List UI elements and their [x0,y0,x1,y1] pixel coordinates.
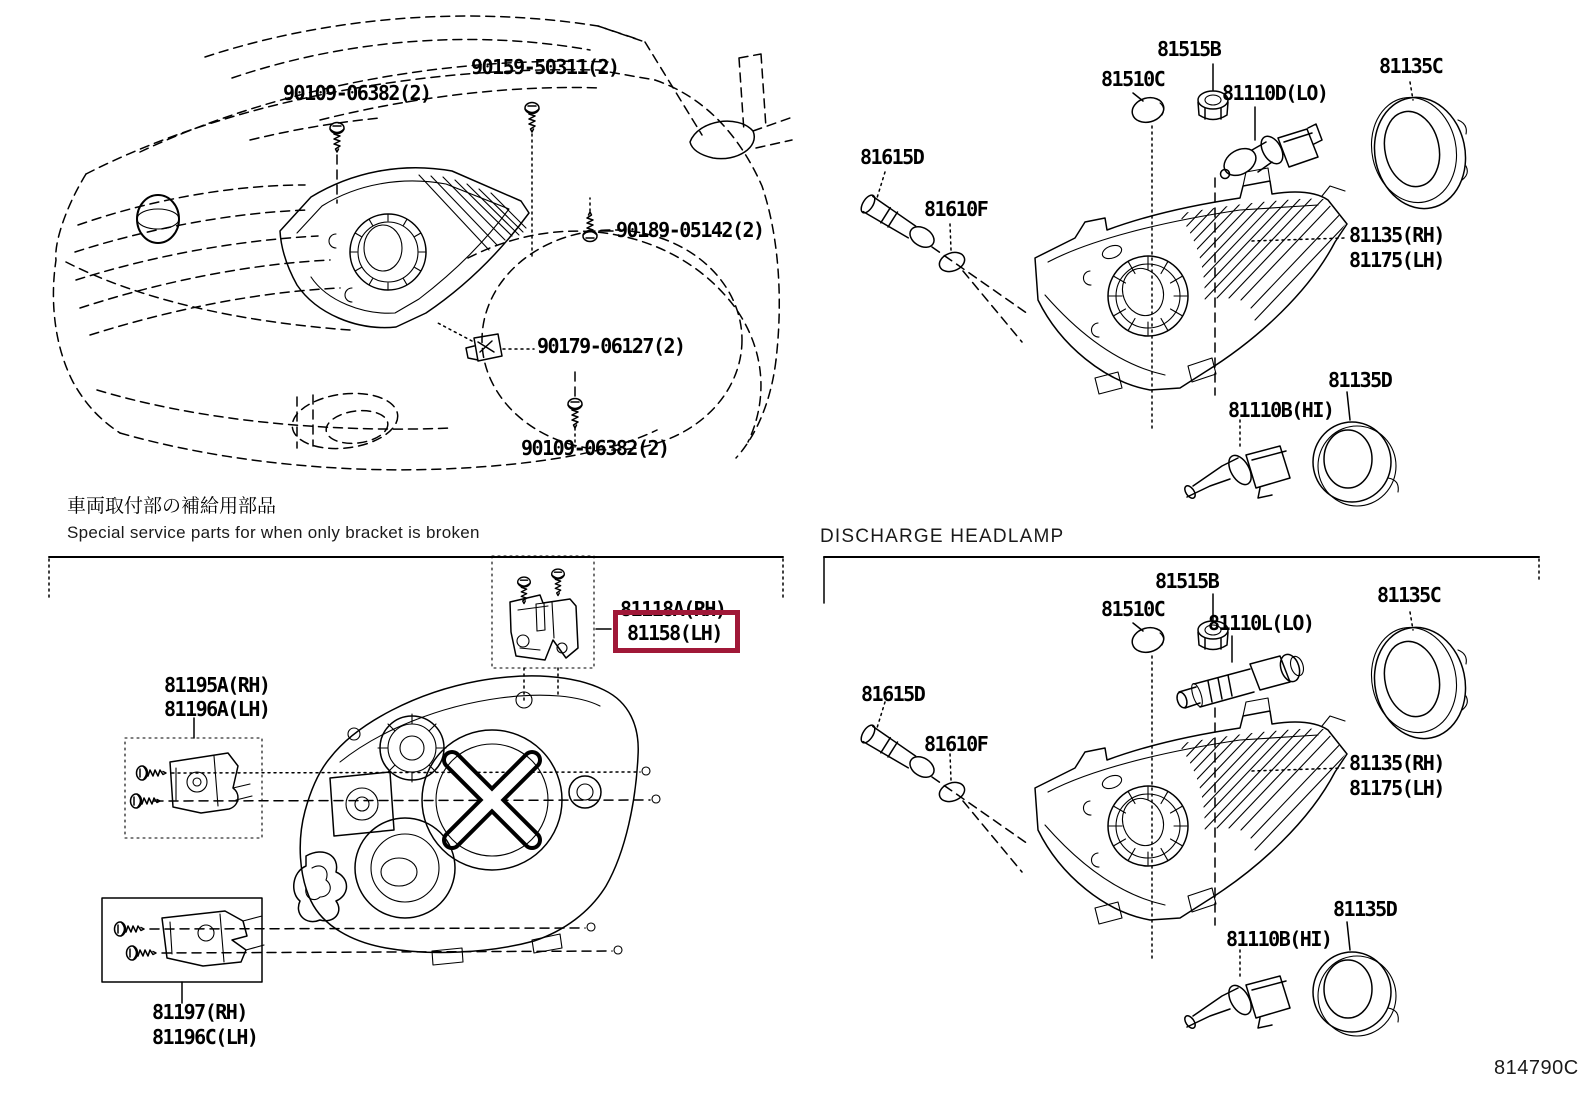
headlamp-housing-rear-view [294,676,638,965]
discharge-headlamp-assembly [858,594,1475,1036]
part-label-81135c-halogen[interactable]: 81135C [1379,54,1443,78]
service-parts-frame [49,557,783,599]
screw-90109-bumper-icon [568,399,582,429]
part-label-81175-lh-halogen[interactable]: 81175(LH) [1349,248,1444,272]
part-label-81110b-hi-halogen[interactable]: 81110B(HI) [1228,398,1334,422]
part-label-81196a-lh[interactable]: 81196A(LH) [164,697,270,721]
part-label-90109-06382-bumper[interactable]: 90109-06382(2) [521,436,669,460]
part-label-81615d-discharge[interactable]: 81615D [861,682,925,706]
part-label-81515b-discharge[interactable]: 81515B [1155,569,1219,593]
halogen-headlamp-assembly [858,64,1475,506]
part-label-81135-rh-halogen[interactable]: 81135(RH) [1349,223,1444,247]
part-label-81196c-lh[interactable]: 81196C(LH) [152,1025,258,1049]
part-label-81158-lh-selected[interactable]: 81158(LH) [627,621,722,645]
part-label-81135d-halogen[interactable]: 81135D [1328,368,1392,392]
part-label-81110d-lo[interactable]: 81110D(LO) [1222,81,1328,105]
part-label-81610f-discharge[interactable]: 81610F [924,732,988,756]
part-label-90179-06127[interactable]: 90179-06127(2) [537,334,685,358]
part-label-81197-rh[interactable]: 81197(RH) [152,1000,247,1024]
part-label-81615d-halogen[interactable]: 81615D [860,145,924,169]
service-note-japanese: 車両取付部の補給用部品 [67,495,277,517]
screw-90189-fender-icon [583,212,597,242]
part-label-81110b-hi-discharge[interactable]: 81110B(HI) [1226,927,1332,951]
screw-90159-cowl-icon [525,103,539,133]
part-label-81118a-rh[interactable]: 81118A(RH) [620,597,726,621]
part-label-81610f-halogen[interactable]: 81610F [924,197,988,221]
part-label-81515b-halogen[interactable]: 81515B [1157,37,1221,61]
diagram-code: 814790C [1494,1057,1579,1079]
part-label-90189-05142[interactable]: 90189-05142(2) [616,218,764,242]
part-label-81195a-rh[interactable]: 81195A(RH) [164,673,270,697]
discharge-headlamp-header: DISCHARGE HEADLAMP [820,526,1065,547]
part-label-81135d-discharge[interactable]: 81135D [1333,897,1397,921]
part-label-81510c-discharge[interactable]: 81510C [1101,597,1165,621]
part-label-81135c-discharge[interactable]: 81135C [1377,583,1441,607]
screw-90109-hood-icon [330,123,344,153]
part-label-90159-50311[interactable]: 90159-50311(2) [471,55,619,79]
service-note-english: Special service parts for when only bracket is broken [67,523,480,542]
part-label-81135-rh-discharge[interactable]: 81135(RH) [1349,751,1444,775]
part-label-81510c-halogen[interactable]: 81510C [1101,67,1165,91]
part-label-81175-lh-discharge[interactable]: 81175(LH) [1349,776,1444,800]
part-label-90109-06382-hood[interactable]: 90109-06382(2) [283,81,431,105]
bracket-part-box [492,556,611,700]
repair-kit-lower-box [102,898,622,1003]
part-label-81110l-lo[interactable]: 81110L(LO) [1208,611,1314,635]
